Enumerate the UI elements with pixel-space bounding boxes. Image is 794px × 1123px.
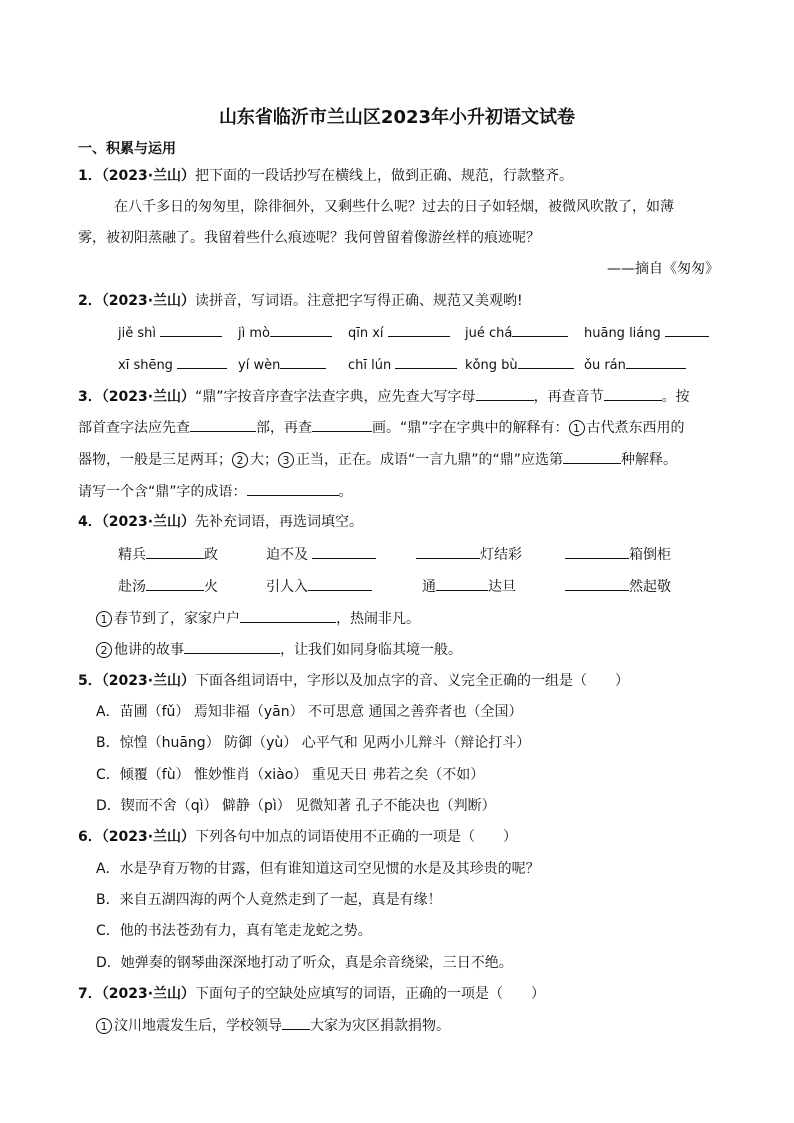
answer-blank[interactable] (416, 544, 480, 559)
idiom-item: 赴汤 火 (118, 576, 218, 597)
answer-blank[interactable] (312, 417, 372, 432)
question-text: 古代煮东西用的 (586, 420, 685, 436)
fill-sentence: 1 汶川地震发生后，学校领导 大家为灾区捐款捐物。 (96, 1015, 450, 1036)
idiom-item: 引人入 (266, 576, 372, 597)
question-tag: （2023·兰山） (101, 673, 196, 689)
question-number: 2． (78, 293, 102, 309)
question-text: 正当，正在。成语“一言九鼎”的“鼎”应选第 (296, 452, 564, 468)
question-number: 3． (78, 389, 102, 405)
question-line (78, 417, 685, 438)
pinyin-item (348, 354, 457, 376)
question-text: ，再查音节 (533, 389, 604, 405)
pinyin-item (238, 322, 332, 344)
option-b[interactable]: B．惊惶（huāng） 防御（yù） 心平气和 见两小儿辩斗（辩论打斗） (96, 735, 531, 751)
question-4 (78, 512, 363, 532)
question-text: 器物，一般是三足两耳； (78, 452, 232, 468)
answer-blank[interactable] (312, 544, 376, 559)
option-d[interactable]: D．锲而不舍（qì） 僻静（pì） 见微知著 孔子不能决也（判断） (96, 798, 496, 814)
question-text: 。 (338, 484, 353, 500)
question-tag: （2023·兰山） (101, 986, 196, 1002)
pinyin-item (584, 354, 686, 376)
pinyin: xī shēng (118, 358, 173, 373)
pinyin-item (118, 354, 227, 376)
passage-line: 雾，被初阳蒸融了。我留着些什么痕迹呢？我何曾留着像游丝样的痕迹呢？ (78, 230, 540, 246)
answer-blank[interactable] (395, 354, 457, 369)
pinyin-item (348, 322, 450, 344)
question-text: “鼎”字按音序查字法查字典，应先查大写字母 (195, 389, 476, 405)
answer-blank[interactable] (270, 322, 332, 337)
answer-blank[interactable] (308, 576, 372, 591)
question-7 (78, 984, 545, 1004)
passage-line: 在八千多日的匆匆里，除徘徊外，又剩些什么呢？过去的日子如轻烟，被微风吹散了，如薄 (114, 199, 674, 215)
answer-blank[interactable] (512, 322, 568, 337)
question-line (78, 481, 353, 502)
question-text: 部，再查 (256, 420, 312, 436)
question-stem: 先补充词语，再选词填空。 (195, 514, 364, 530)
answer-blank[interactable] (146, 576, 204, 591)
question-text: 。按 (661, 389, 690, 405)
answer-blank[interactable] (565, 576, 629, 591)
question-text: 画。“鼎”字在字典中的解释有： (372, 420, 569, 436)
answer-blank[interactable] (190, 417, 256, 432)
question-stem: 下面句子的空缺处应填写的词语，正确的一项是（ ） (195, 986, 546, 1002)
question-line (78, 449, 677, 470)
question-tag: （2023·兰山） (101, 829, 196, 845)
question-text: 种解释。 (621, 452, 678, 468)
answer-blank[interactable] (436, 576, 488, 591)
question-tag: （2023·兰山） (101, 514, 196, 530)
pinyin-item (238, 354, 326, 376)
answer-blank[interactable] (177, 354, 227, 369)
circled-number: 1 (569, 420, 585, 436)
question-number: 5． (78, 673, 102, 689)
question-text: 大； (250, 452, 278, 468)
answer-blank[interactable] (565, 544, 629, 559)
question-stem: 把下面的一段话抄写在横线上，做到正确、规范，行款整齐。 (195, 168, 574, 184)
answer-blank[interactable] (240, 608, 336, 623)
passage-source: ——摘自《匆匆》 (607, 261, 719, 277)
answer-blank[interactable] (388, 322, 450, 337)
answer-blank[interactable] (563, 449, 621, 464)
question-5 (78, 671, 629, 691)
pinyin-item (584, 322, 709, 344)
pinyin-item (118, 322, 222, 344)
answer-blank[interactable] (476, 386, 534, 401)
question-6 (78, 827, 517, 847)
question-stem: 读拼音，写词语。注意把字写得正确、规范又美观哟! (195, 293, 523, 309)
pinyin: qīn xí (348, 326, 384, 341)
answer-blank[interactable] (665, 322, 709, 337)
circled-number: 2 (232, 452, 248, 468)
pinyin: yí wèn (238, 358, 281, 373)
idiom-item: 迫不及 (266, 544, 376, 565)
question-number: 7． (78, 986, 102, 1002)
question-stem: 下面各组词语中，字形以及加点字的音、义完全正确的一组是（ ） (195, 673, 630, 689)
answer-blank[interactable] (282, 1015, 310, 1030)
answer-blank[interactable] (626, 354, 686, 369)
option-a[interactable]: A．苗圃（fǔ） 焉知非福（yān） 不可思意 通国之善弈者也（全国） (96, 704, 523, 720)
fill-sentence: 1 春节到了，家家户户 ，热闹非凡。 (96, 608, 420, 629)
pinyin: jiě shì (118, 326, 156, 341)
question-tag: （2023·兰山） (101, 168, 196, 184)
question-tag: （2023·兰山） (101, 293, 196, 309)
idiom-item: 然起敬 (565, 576, 671, 597)
option-b[interactable]: B．来自五湖四海的两个人竟然走到了一起，真是有缘！ (96, 892, 442, 908)
idiom-item: 精兵 政 (118, 544, 218, 565)
circled-number: 3 (278, 452, 294, 468)
idiom-item: 箱倒柜 (565, 544, 671, 565)
pinyin: jì mò (238, 326, 270, 341)
question-number: 4． (78, 514, 102, 530)
pinyin: ǒu rán (584, 358, 626, 373)
fill-sentence: 2 他讲的故事 ，让我们如同身临其境一般。 (96, 639, 462, 660)
question-text: 请写一个含“鼎”字的成语： (78, 484, 247, 500)
answer-blank[interactable] (160, 322, 222, 337)
answer-blank[interactable] (280, 354, 326, 369)
circled-number: 1 (96, 1018, 112, 1034)
option-a[interactable]: A．水是孕育万物的甘露，但有谁知道这司空见惯的水是及其珍贵的呢？ (96, 861, 540, 877)
question-tag: （2023·兰山） (101, 389, 196, 405)
circled-number: 1 (96, 611, 112, 627)
circled-number: 2 (96, 642, 112, 658)
question-text: 部首查字法应先查 (78, 420, 190, 436)
answer-blank[interactable] (247, 481, 339, 496)
option-c[interactable]: C．他的书法苍劲有力，真有笔走龙蛇之势。 (96, 923, 372, 939)
question-stem: 下列各句中加点的词语使用不正确的一项是（ ） (195, 829, 518, 845)
question-number: 6． (78, 829, 102, 845)
question-3 (78, 386, 690, 407)
answer-blank[interactable] (146, 544, 204, 559)
option-c[interactable]: C．倾覆（fù） 惟妙惟肖（xiào） 重见天日 弗若之矣（不如） (96, 767, 485, 783)
question-2 (78, 291, 523, 311)
answer-blank[interactable] (518, 354, 574, 369)
section-heading: 一、积累与运用 (78, 141, 176, 157)
question-1 (78, 166, 573, 186)
pinyin: huāng liáng (584, 326, 661, 341)
option-d[interactable]: D．她弹奏的钢琴曲深深地打动了听众，真是余音绕梁，三日不绝。 (96, 955, 513, 971)
answer-blank[interactable] (184, 639, 280, 654)
page-title: 山东省临沂市兰山区2023年小升初语文试卷 (218, 107, 576, 128)
idiom-item: 通 达旦 (422, 576, 516, 597)
pinyin: chī lún (348, 358, 392, 373)
pinyin: kǒng bù (465, 358, 518, 373)
question-number: 1． (78, 168, 102, 184)
answer-blank[interactable] (604, 386, 662, 401)
pinyin-item (465, 322, 568, 344)
idiom-item: 灯结彩 (416, 544, 522, 565)
pinyin: jué chá (465, 326, 513, 341)
pinyin-item (465, 354, 574, 376)
